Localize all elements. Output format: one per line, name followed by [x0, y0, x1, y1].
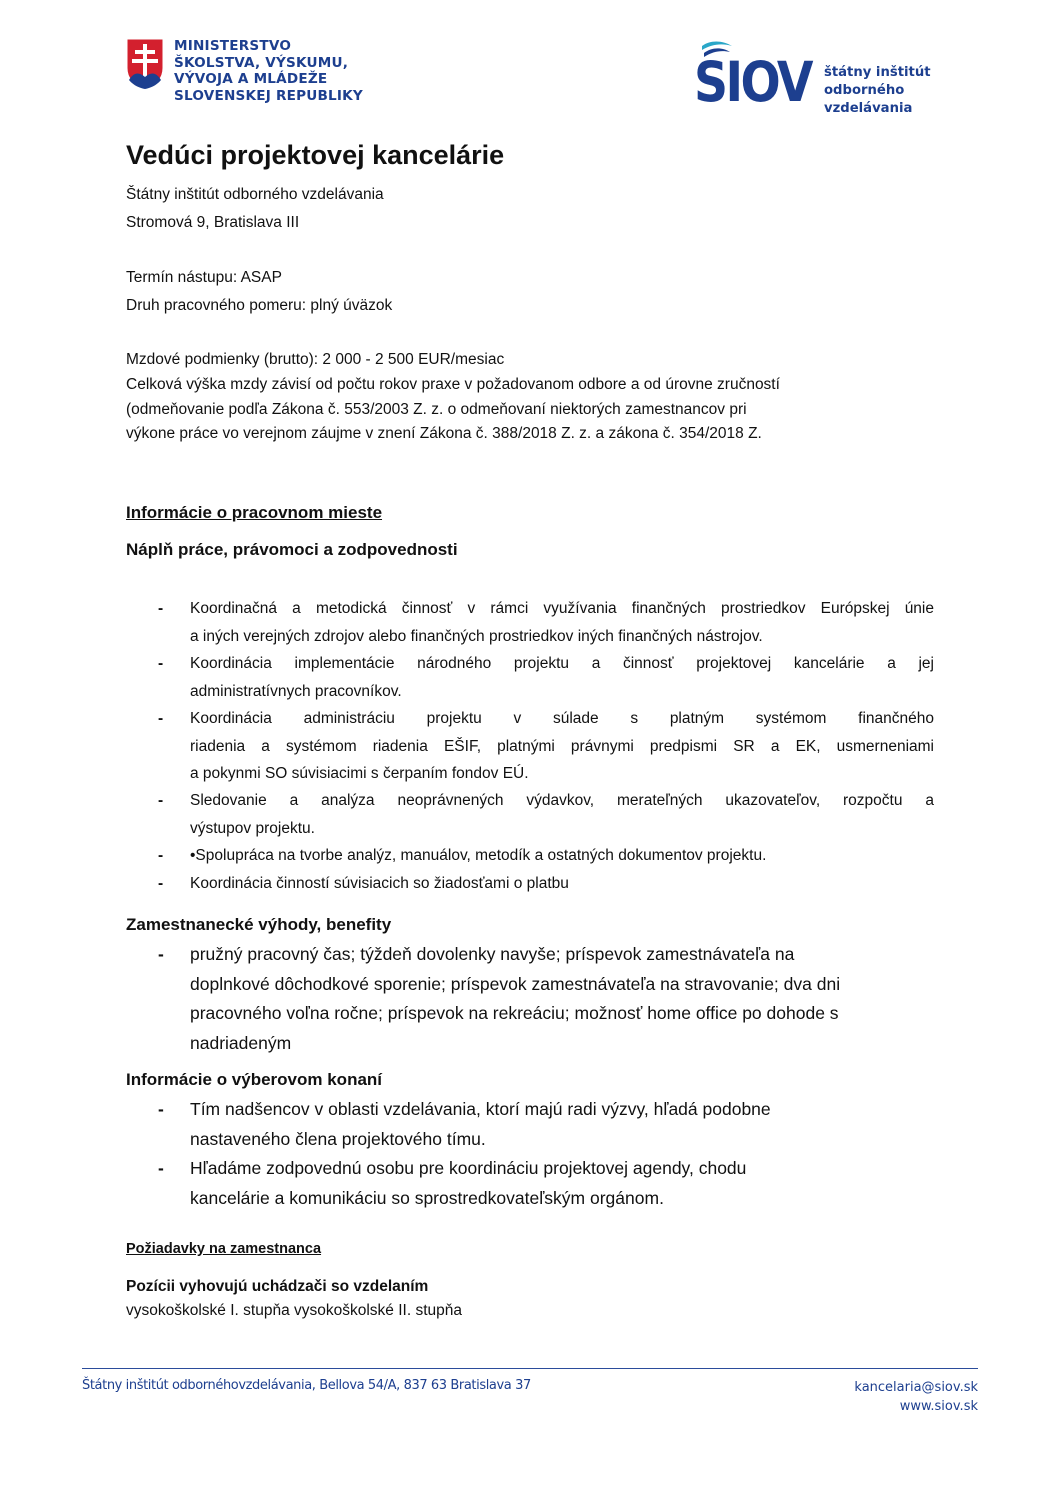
bullet-dash: -: [158, 710, 164, 727]
list-item-line: Koordinácia administráciu projektu v súlade s platným systémom finančného: [190, 710, 934, 727]
requirements-education: vysokoškolské I. stupňa vysokoškolské II. stupňa: [126, 1302, 462, 1319]
org-name: Štátny inštitút odborného vzdelávania: [126, 186, 384, 203]
ministry-line: ŠKOLSTVA, VÝSKUMU,: [174, 54, 349, 71]
list-item-line: •Spolupráca na tvorbe analýz, manuálov, metodík a ostatných dokumentov projektu.: [190, 847, 767, 864]
bullet-dash: -: [158, 944, 164, 964]
bullet-dash: -: [158, 1099, 164, 1119]
list-item-line: Koordinácia činností súvisiacich so žiadosťami o platbu: [190, 875, 569, 892]
list-item-line: Tím nadšencov v oblasti vzdelávania, ktorí majú radi výzvy, hľadá podobne: [190, 1099, 771, 1119]
siov-subtitle: [824, 64, 931, 118]
list-item-line: administratívnych pracovníkov.: [190, 682, 402, 700]
bullet-dash: -: [158, 792, 164, 809]
footer-web-link[interactable]: www.siov.sk: [899, 1399, 978, 1414]
list-item-line: nadriadeným: [190, 1032, 292, 1053]
requirements-subheading: Pozícii vyhovujú uchádzači so vzdelaním: [126, 1278, 429, 1295]
ministry-line: VÝVOJA A MLÁDEŽE: [174, 71, 328, 87]
bullet-dash: -: [158, 655, 164, 672]
bullet-dash: -: [158, 875, 164, 892]
employment-type: Druh pracovného pomeru: plný úväzok: [126, 296, 393, 314]
salary-note-line: Celková výška mzdy závisí od počtu rokov praxe v požadovanom odbore a od úrovne zručností: [126, 376, 780, 393]
section-heading-requirements: Požiadavky na zamestnanca: [126, 1241, 322, 1257]
salary-note-line: výkone práce vo verejnom záujme v znení Zákona č. 388/2018 Z. z. a zákona č. 354/2018 Z.: [126, 425, 762, 442]
ministry-name: [174, 38, 363, 104]
siov-logo: [694, 38, 944, 118]
section-heading-duties: Náplň práce, právomoci a zodpovednosti: [126, 540, 458, 559]
list-item-line: Koordinácia implementácie národného projektu a činnosť projektovej kancelárie a jej: [190, 655, 934, 672]
list-item-line: doplnkové dôchodkové sporenie; príspevok zamestnávateľa na stravovanie; dva dni: [190, 973, 841, 994]
footer-address: Štátny inštitút odbornéhovzdelávania, Bellova 54/A, 837 63 Bratislava 37: [82, 1378, 531, 1393]
siov-sub-line: vzdelávania: [824, 101, 913, 116]
salary-block: [126, 346, 780, 447]
bullet-dash: -: [158, 600, 164, 617]
bullet-dash: -: [158, 1158, 164, 1178]
list-item-line: pracovného voľna ročne; príspevok na rekreáciu; možnosť home office po dohode s: [190, 1003, 839, 1023]
employment-terms: [126, 264, 392, 319]
list-item-line: nastaveného člena projektového tímu.: [190, 1128, 486, 1149]
list-item-line: výstupov projektu.: [190, 819, 315, 837]
footer-divider: [82, 1368, 978, 1369]
ministry-line: SLOVENSKEJ REPUBLIKY: [174, 87, 363, 104]
ministry-line: MINISTERSTVO: [174, 38, 292, 54]
ministry-logo: [126, 38, 386, 118]
list-item-line: riadenia a systémom riadenia EŠIF, platnými právnymi predpismi SR a EK, usmerneniami: [190, 737, 934, 755]
footer-email-link[interactable]: kancelaria@siov.sk: [854, 1380, 978, 1395]
siov-wordmark: SIOV: [694, 50, 811, 114]
start-date: Termín nástupu: ASAP: [126, 269, 282, 286]
slovak-coat-of-arms-icon: [126, 38, 164, 90]
salary-range: Mzdové podmienky (brutto): 2 000 - 2 500 EUR/mesiac: [126, 351, 505, 368]
section-heading-info: Informácie o pracovnom mieste: [126, 503, 383, 522]
organization-block: [126, 181, 384, 236]
siov-sub-line: odborného: [824, 83, 905, 98]
list-item-line: Koordinačná a metodická činnosť v rámci využívania finančných prostriedkov Európskej únie: [190, 600, 934, 617]
page-title: Vedúci projektovej kancelárie: [126, 140, 505, 170]
bullet-dash: -: [158, 847, 164, 864]
list-item-line: a pokynmi SO súvisiacimi s čerpaním fondov EÚ.: [190, 765, 529, 782]
list-item-line: pružný pracovný čas; týždeň dovolenky navyše; príspevok zamestnávateľa na: [190, 944, 795, 964]
salary-note-line: (odmeňovanie podľa Zákona č. 553/2003 Z. z. o odmeňovaní niektorých zamestnancov pri: [126, 400, 747, 418]
list-item-line: a iných verejných zdrojov alebo finančných prostriedkov iných finančných nástrojov.: [190, 627, 763, 645]
section-heading-benefits: Zamestnanecké výhody, benefity: [126, 915, 392, 934]
list-item-line: kancelárie a komunikáciu so sprostredkovateľským orgánom.: [190, 1187, 664, 1208]
org-address: Stromová 9, Bratislava III: [126, 213, 300, 231]
siov-sub-line: štátny inštitút: [824, 65, 931, 80]
list-item-line: Hľadáme zodpovednú osobu pre koordináciu projektovej agendy, chodu: [190, 1158, 747, 1178]
footer-contacts: [854, 1378, 978, 1416]
section-heading-selection: Informácie o výberovom konaní: [126, 1070, 383, 1089]
list-item-line: Sledovanie a analýza neoprávnených výdavkov, merateľných ukazovateľov, rozpočtu a: [190, 792, 934, 809]
